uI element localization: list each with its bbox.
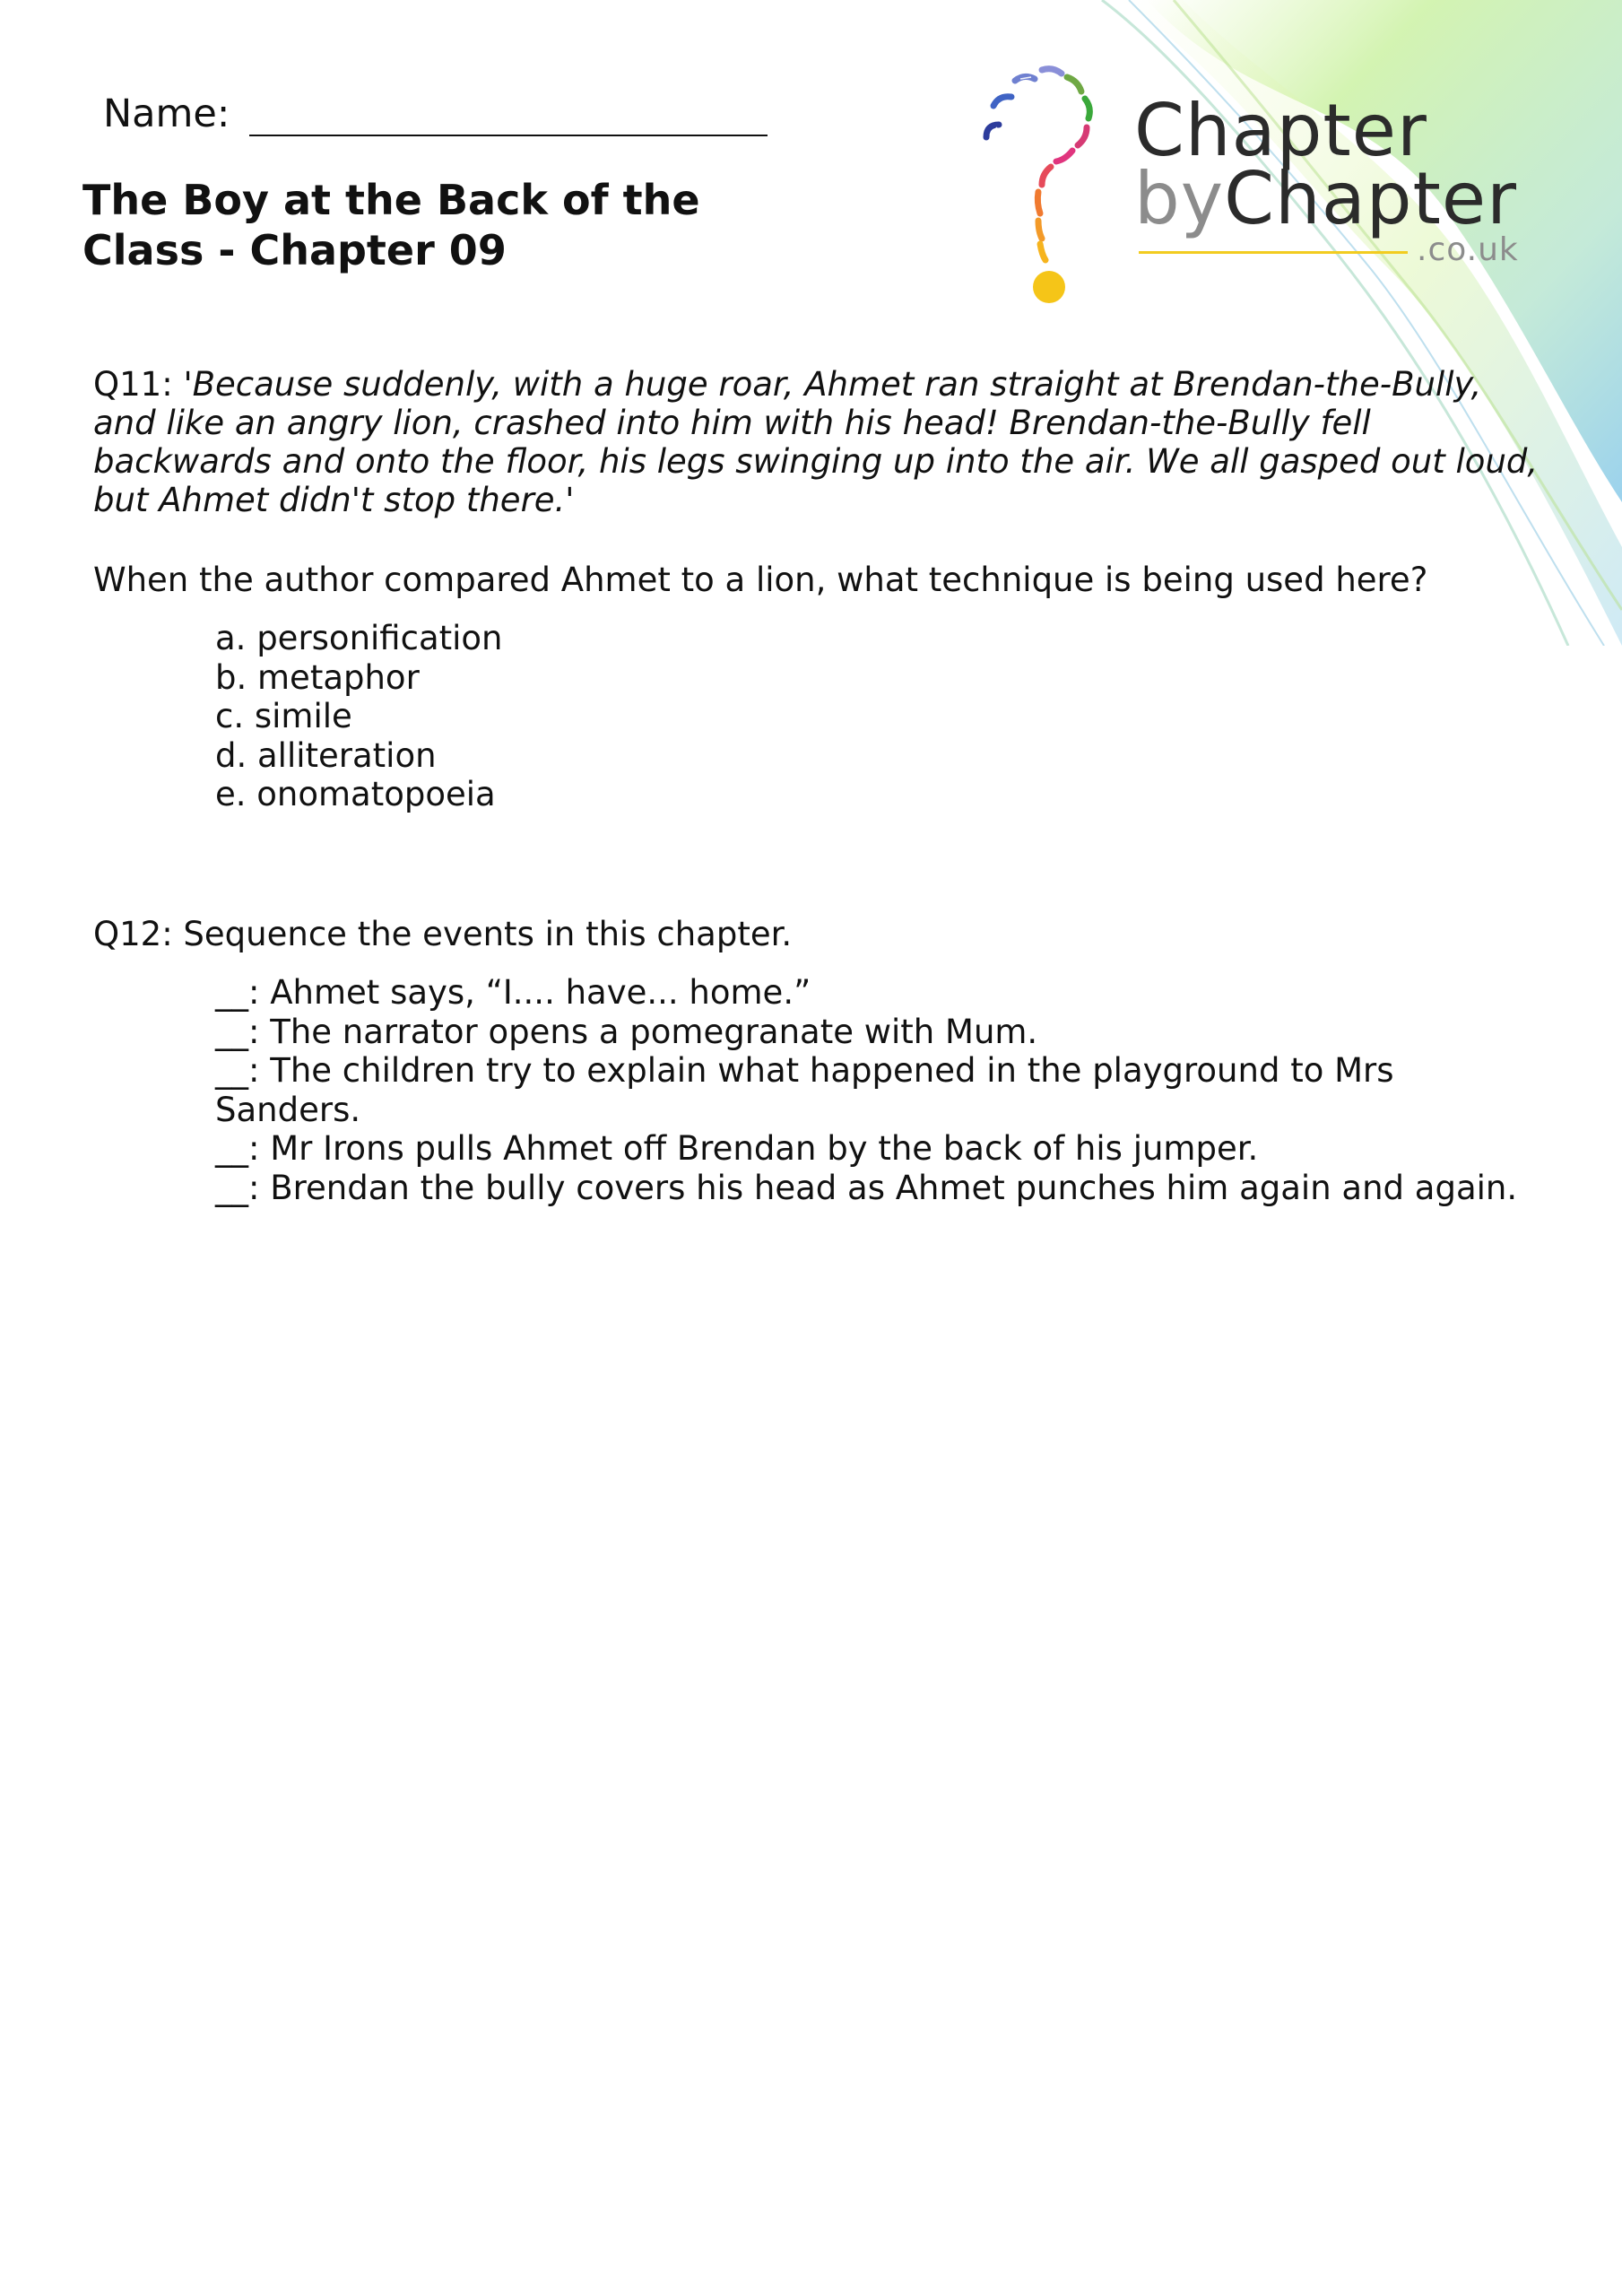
q11-option-a: a. personification (215, 619, 503, 657)
question-mark-books-icon (968, 52, 1130, 312)
q12-event-3: __: The children try to explain what happened in the playground to Mrs Sanders. (215, 1051, 1394, 1129)
logo-word-by-chapter (1134, 157, 1517, 240)
q12-question: Q12: Sequence the events in this chapter. (93, 915, 793, 953)
worksheet-title: The Boy at the Back of the Class - Chapter 09 (82, 176, 700, 274)
chapter-by-chapter-logo (968, 52, 1524, 312)
logo-word-chapter-2: Chapter (1224, 157, 1517, 240)
q11-option-c: c. simile (215, 697, 352, 735)
q11-options (215, 619, 503, 814)
q12-events (215, 973, 1542, 1207)
name-label: Name: (103, 91, 230, 136)
q12-event-4: __: Mr Irons pulls Ahmet off Brendan by the back of his jumper. (215, 1129, 1259, 1168)
logo-dot (1033, 271, 1065, 303)
q11-option-e: e. onomatopoeia (215, 775, 496, 813)
logo-word-by: by (1134, 157, 1225, 240)
name-blank-line (249, 90, 768, 136)
logo-domain: .co.uk (1417, 231, 1519, 268)
q12-event-1: __: Ahmet says, “I.... have... home.” (215, 973, 811, 1012)
q12-event-5: __: Brendan the bully covers his head as Ahmet punches him again and again. (215, 1168, 1518, 1207)
q11-question: When the author compared Ahmet to a lion, what technique is being used here? (93, 561, 1428, 599)
name-field-row (103, 90, 768, 136)
q11-label: Q11: (93, 365, 184, 404)
q11-option-b: b. metaphor (215, 657, 420, 697)
q11-quote: 'Because suddenly, with a huge roar, Ahmet ran straight at Brendan-the-Bully, and like an angry lion, crashed into him with his head! Brendan-the-Bully fell backwards and onto the floor, his legs swinging up into the air. We all gasped out loud, but Ahmet didn't stop there.' (93, 365, 1539, 519)
logo-underline (1139, 251, 1408, 254)
logo-word-chapter: Chapter (1134, 89, 1427, 172)
q11-passage (93, 365, 1546, 519)
q11-option-d: d. alliteration (215, 735, 437, 775)
q12-event-2: __: The narrator opens a pomegranate with Mum. (215, 1012, 1038, 1051)
